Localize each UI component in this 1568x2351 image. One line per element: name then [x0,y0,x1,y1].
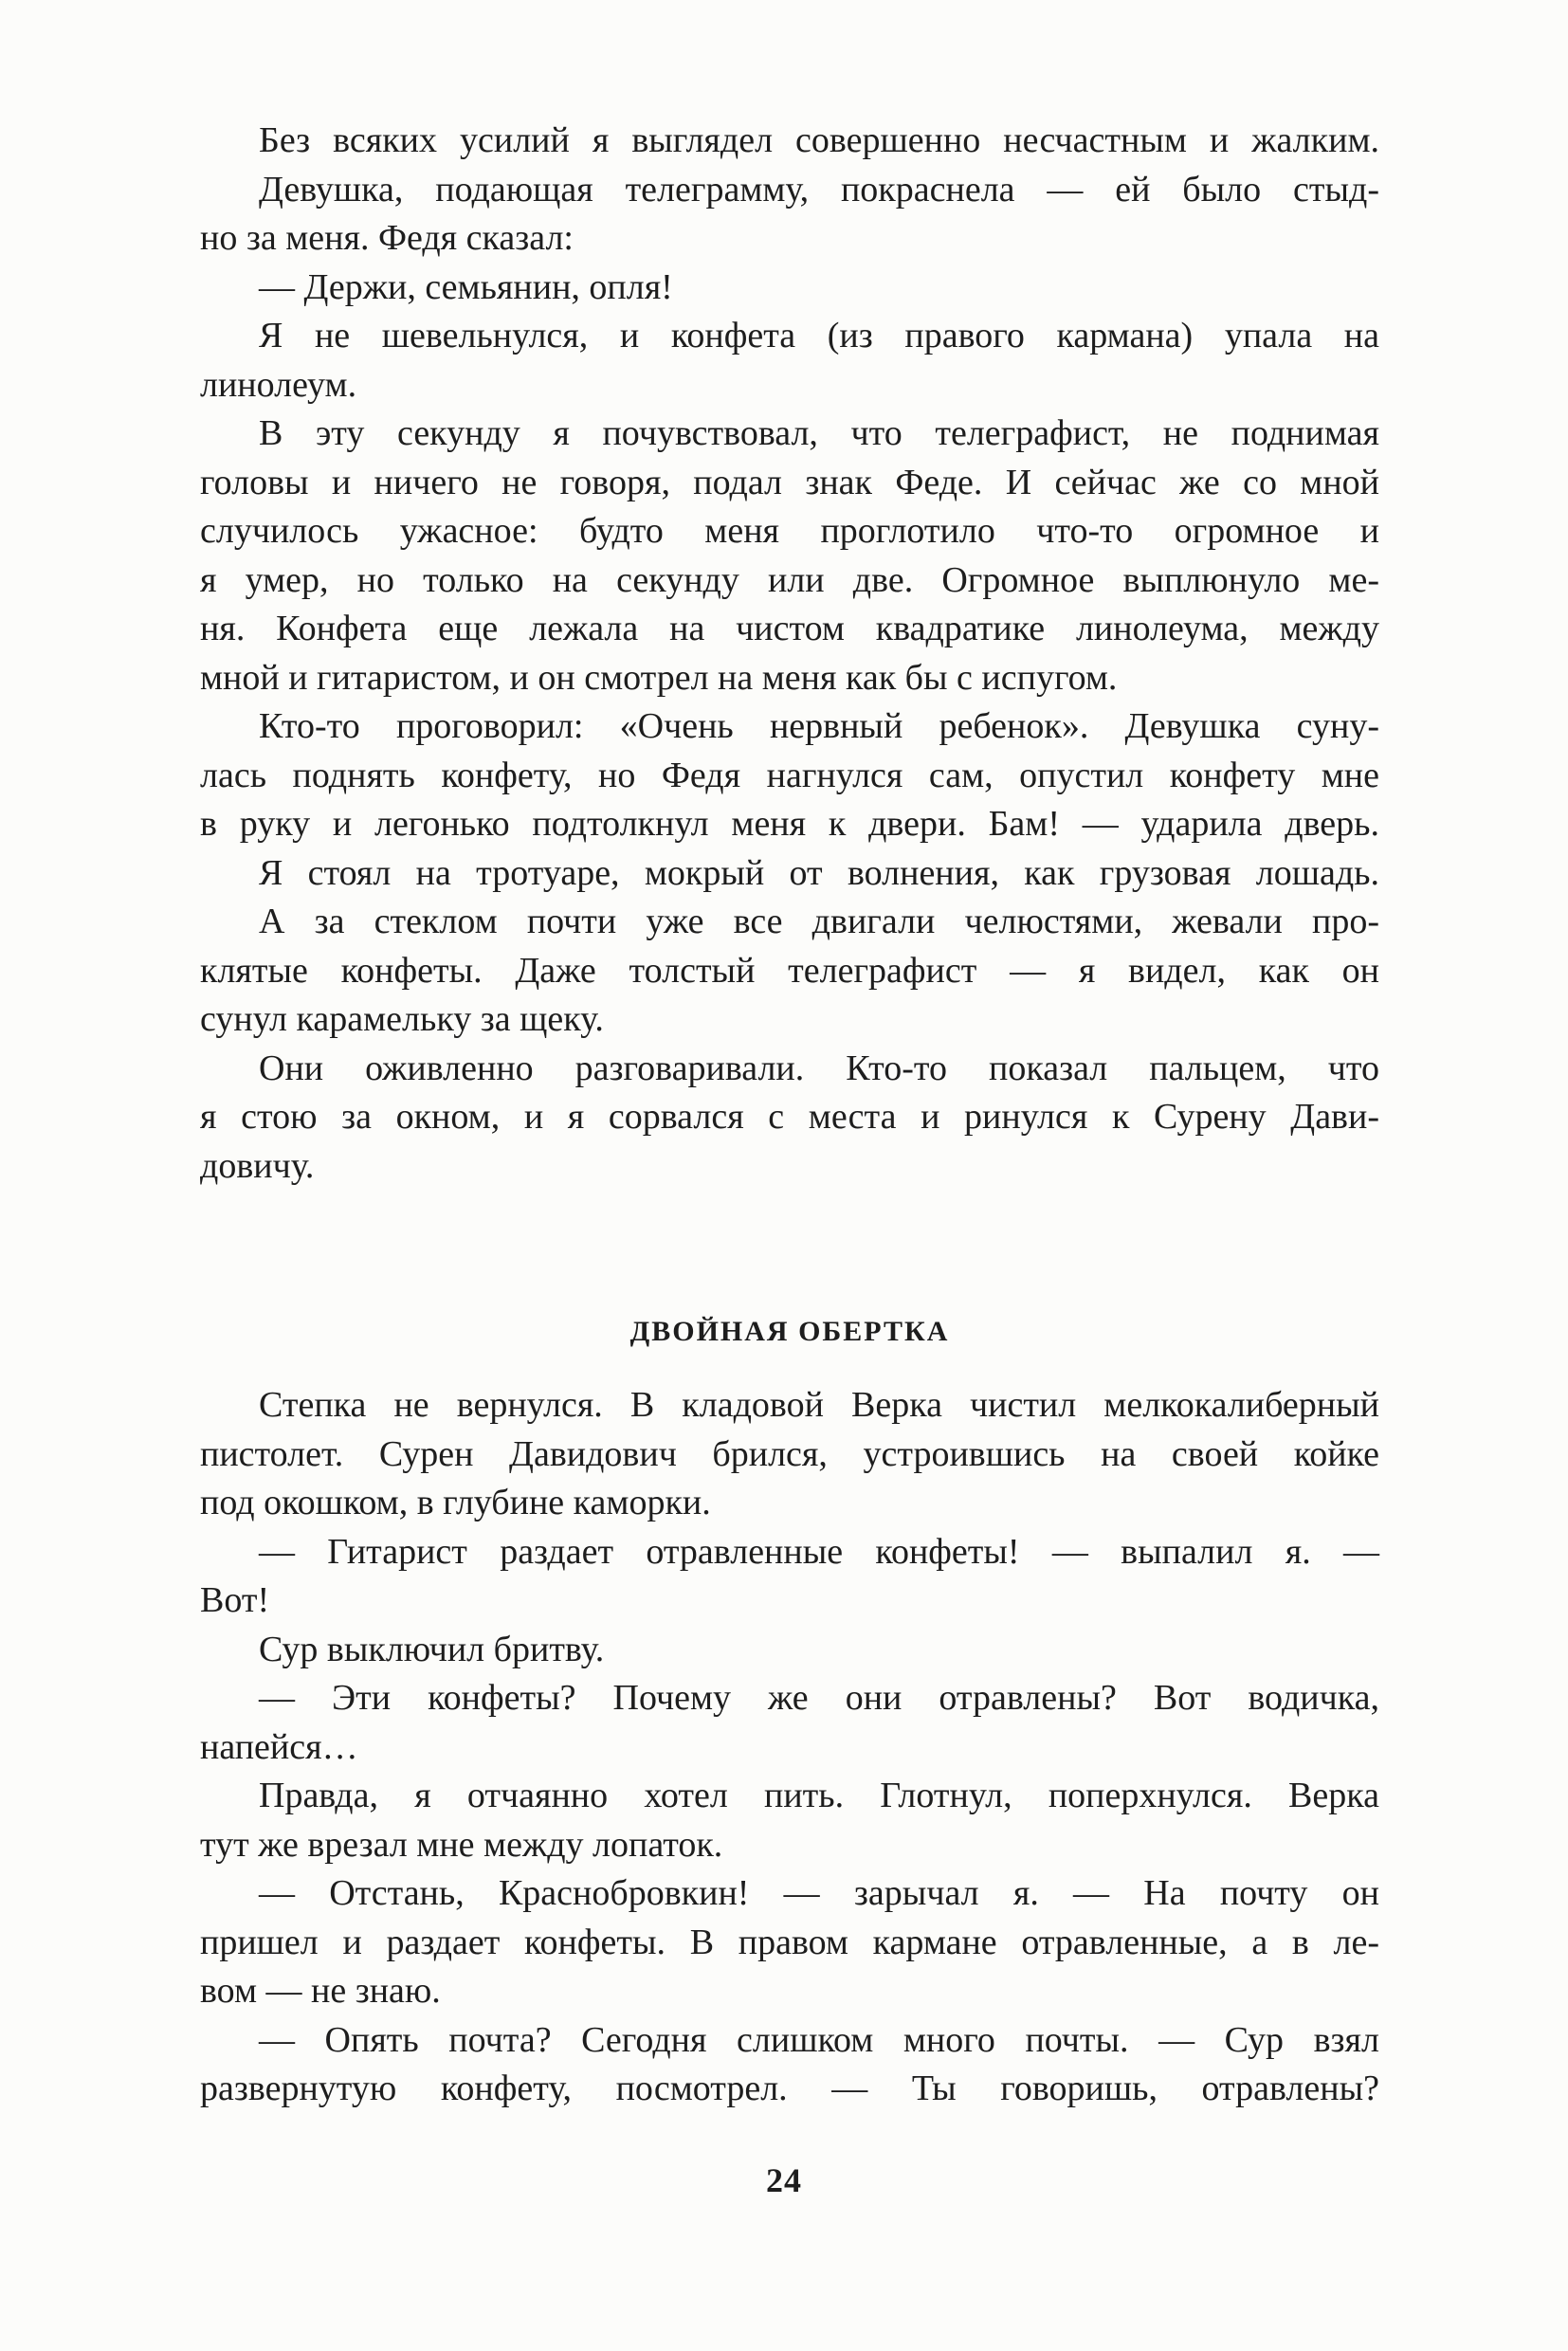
paragraph [200,702,1379,849]
page-number: 24 [766,2161,802,2199]
text-line: тут же врезал мне между лопаток. [200,1824,723,1865]
text-line: Я не шевельнулся, и конфета (из правого кармана) упала на [259,316,1379,355]
text-line: но за меня. Федя сказал: [200,218,574,258]
paragraph [200,117,1379,166]
text-line: — Опять почта? Сегодня слишком много почты. — Сур взял [259,2019,1379,2060]
text-line: А за стеклом почти уже все двигали челюстями, жевали про- [259,902,1379,941]
text-line: — Держи, семьянин, опля! [259,266,673,307]
text-line: случилось ужасное: будто меня проглотило что-то огромное и [200,511,1379,551]
text-line: пистолет. Сурен Давидович брился, устроившись на своей койке [200,1433,1379,1474]
text-line: ня. Конфета еще лежала на чистом квадратике линолеума, между [200,609,1379,648]
text-line: сунул карамельку за щеку. [200,999,604,1039]
text-line: головы и ничего не говоря, подал знак Феде. И сейчас же со мной [200,462,1379,502]
paragraph [200,1772,1379,1869]
text-line: под окошком, в глубине каморки. [200,1483,711,1522]
paragraph [200,312,1379,410]
paragraph [200,1869,1379,2016]
paragraph [200,1381,1379,1528]
text-line: Они оживленно разговаривали. Кто-то показал пальцем, что [259,1048,1379,1088]
paragraph [200,264,1379,313]
text-line: вом — не знаю. [200,1971,441,2011]
text-line: Без всяких усилий я выглядел совершенно несчастным и жалким. [259,120,1379,160]
paragraph [200,849,1379,899]
paragraph [200,1528,1379,1626]
paragraph [200,1674,1379,1772]
body-text-chapter [200,1381,1379,2114]
text-line: пришел и раздает конфеты. В правом кармане отравленные, а в ле- [200,1922,1379,1962]
text-line: довичу. [200,1145,315,1186]
text-line: Степка не вернулся. В кладовой Верка чистил мелкокалиберный [259,1385,1379,1425]
paragraph [200,410,1379,702]
text-line: развернутую конфету, посмотрел. — Ты говоришь, отравлены? [200,2069,1379,2108]
text-line: Вот! [200,1580,270,1620]
text-line: — Эти конфеты? Почему же они отравлены? Вот водичка, [259,1678,1379,1718]
text-line: линолеум. [200,364,357,405]
text-line: Кто-то проговорил: «Очень нервный ребенок». Девушка суну- [259,706,1379,746]
text-line: мной и гитаристом, и он смотрел на меня как бы с испугом. [200,657,1118,698]
text-line: напейся… [200,1726,358,1767]
text-line: Сур выключил бритву. [259,1629,605,1669]
text-line: я стою за окном, и я сорвался с места и ринулся к Сурену Дави- [200,1097,1379,1137]
text-line: лась поднять конфету, но Федя нагнулся сам, опустил конфету мне [200,755,1379,795]
text-line: — Отстань, Краснобровкин! — зарычал я. — На почту он [259,1873,1379,1913]
body-text-part1 [200,117,1379,1191]
paragraph [200,1045,1379,1192]
text-line: В эту секунду я почувствовал, что телеграфист, не поднимая [259,413,1379,453]
text-line: — Гитарист раздает отравленные конфеты! — выпалил я. — [259,1531,1379,1572]
paragraph [200,2016,1379,2114]
paragraph [200,898,1379,1045]
chapter-title: ДВОЙНАЯ ОБЕРТКА [629,1316,950,1347]
paragraph [200,1626,1379,1675]
text-line: в руку и легонько подтолкнул меня к двери. Бам! — ударила дверь. [200,804,1379,844]
text-line: клятые конфеты. Даже толстый телеграфист — я видел, как он [200,950,1379,991]
paragraph [200,166,1379,264]
text-line: я умер, но только на секунду или две. Огромное выплюнуло ме- [200,559,1379,600]
text-line: Девушка, подающая телеграмму, покраснела — ей было стыд- [259,169,1379,210]
text-line: Я стоял на тротуаре, мокрый от волнения, как грузовая лошадь. [259,852,1379,893]
text-line: Правда, я отчаянно хотел пить. Глотнул, поперхнулся. Верка [259,1776,1379,1815]
